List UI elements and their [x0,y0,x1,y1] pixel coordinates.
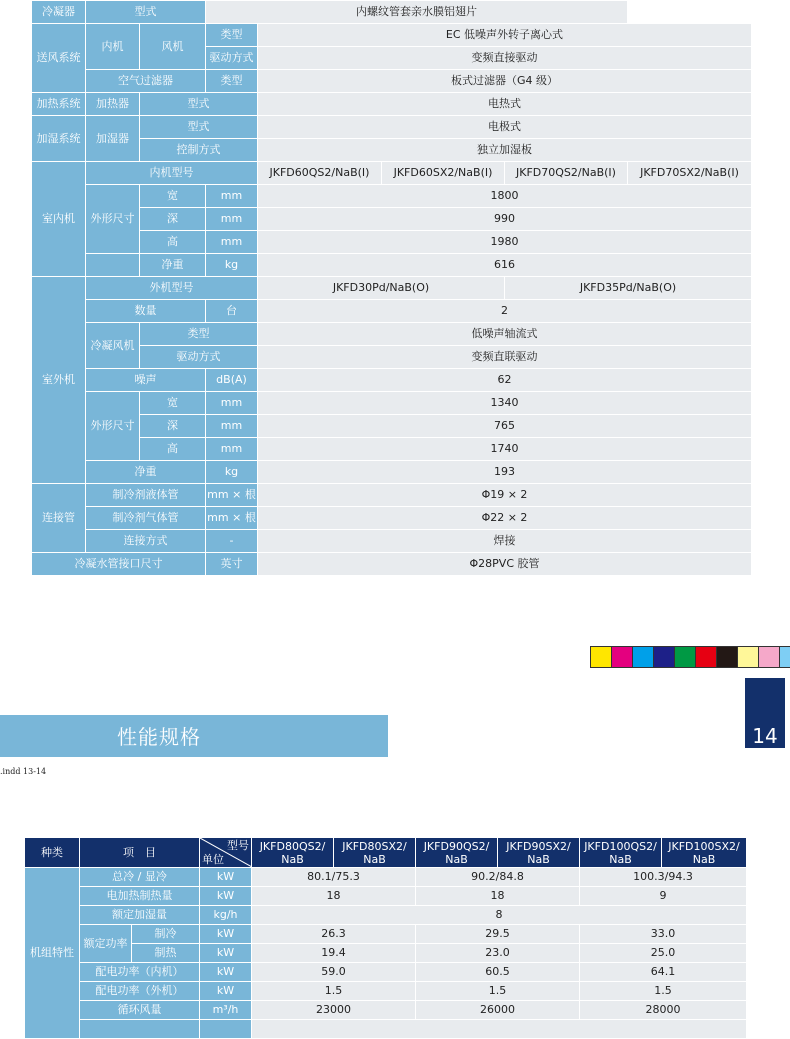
unit-cell: kW [200,982,252,1001]
sub-item-label: 制热 [132,944,200,963]
value-cell: 1.5 [580,982,747,1001]
item-label [80,1020,200,1039]
label-cell: 室内机 [32,162,86,277]
model-header: JKFD80QS2/ NaB [252,838,334,868]
label-cell: 类型 [140,323,258,346]
value-cell: JKFD70SX2/NaB(I) [628,162,752,185]
value-cell: 18 [252,887,416,906]
table-row [32,369,752,392]
page-number: 14 [752,724,778,748]
label-cell: 净重 [86,461,206,484]
file-label: .indd 13-14 [0,767,47,776]
item-header: 项 目 [80,838,200,868]
value-cell: Φ22 × 2 [258,507,752,530]
value-cell: 25.0 [580,944,747,963]
label-cell: 型式 [140,116,258,139]
value-cell: 26.3 [252,925,416,944]
item-label: 总冷 / 显冷 [80,868,200,887]
unit-cell: kW [200,887,252,906]
model-header: JKFD80SX2/ NaB [334,838,416,868]
value-cell: 9 [580,887,747,906]
label-cell: 冷凝器 [32,1,86,24]
value-cell: 低噪声轴流式 [258,323,752,346]
label-cell: 加湿器 [86,116,140,162]
label-cell: mm × 根 [206,484,258,507]
table-row [25,963,747,982]
color-swatch [591,647,612,667]
section-title: 性能规格 [117,725,201,749]
table-row [25,1020,747,1039]
table-row [32,162,752,185]
table-row [32,24,752,47]
label-cell: 空气过滤器 [86,70,206,93]
label-cell: 高 [140,438,206,461]
table-row [32,208,752,231]
item-label: 配电功率（外机） [80,982,200,1001]
value-cell: 62 [258,369,752,392]
table-row [32,415,752,438]
table-row [32,116,752,139]
value-cell: 2 [258,300,752,323]
label-cell [86,254,140,277]
label-cell: kg [206,461,258,484]
label-cell: dB(A) [206,369,258,392]
value-cell: 内螺纹管套亲水膜铝翅片 [206,1,628,24]
value-cell: 29.5 [416,925,580,944]
label-cell: 英寸 [206,553,258,576]
value-cell: JKFD60SX2/NaB(I) [382,162,505,185]
label-cell: 加热器 [86,93,140,116]
label-cell: mm [206,415,258,438]
item-label: 配电功率（内机） [80,963,200,982]
label-cell: mm [206,392,258,415]
value-cell: JKFD60QS2/NaB(I) [258,162,382,185]
value-cell: 8 [252,906,747,925]
perf-header-row [25,838,747,868]
label-cell: 高 [140,231,206,254]
table-row [32,507,752,530]
model-header: JKFD100SX2/ NaB [662,838,747,868]
value-cell: 765 [258,415,752,438]
spec-table [31,0,752,576]
value-cell: Φ28PVC 胶管 [258,553,752,576]
label-cell: - [206,530,258,553]
color-swatch [633,647,654,667]
sub-item-label: 制冷 [132,925,200,944]
label-cell: 外形尺寸 [86,185,140,254]
value-cell: 19.4 [252,944,416,963]
label-cell: 驱动方式 [140,346,258,369]
value-cell: 23000 [252,1001,416,1020]
label-cell: 内机型号 [86,162,258,185]
value-cell: 59.0 [252,963,416,982]
label-cell: 外机型号 [86,277,258,300]
value-cell: 电极式 [258,116,752,139]
table-row [25,887,747,906]
label-cell: mm [206,208,258,231]
table-row [25,925,747,944]
value-cell: JKFD70QS2/NaB(I) [505,162,628,185]
value-cell: 60.5 [416,963,580,982]
table-row [32,231,752,254]
value-cell: 193 [258,461,752,484]
unit-cell: kW [200,868,252,887]
value-cell: 电热式 [258,93,752,116]
label-cell: 噪声 [86,369,206,392]
value-cell: 18 [416,887,580,906]
value-cell: 28000 [580,1001,747,1020]
item-label: 循环风量 [80,1001,200,1020]
value-cell: 616 [258,254,752,277]
table-row [32,346,752,369]
label-cell: 内机 [86,24,140,70]
kind-header: 种类 [25,838,80,868]
value-cell: JKFD35Pd/NaB(O) [505,277,752,300]
item-label: 电加热制热量 [80,887,200,906]
color-swatch [717,647,738,667]
label-cell: 宽 [140,185,206,208]
table-row [25,906,747,925]
value-cell: EC 低噪声外转子离心式 [258,24,752,47]
color-swatch [675,647,696,667]
table-row [32,70,752,93]
label-cell: 类型 [206,70,258,93]
model-header: JKFD90QS2/ NaB [416,838,498,868]
unit-label: 单位 [202,853,224,866]
label-cell: 宽 [140,392,206,415]
table-row [32,461,752,484]
table-row [32,438,752,461]
performance-table [24,837,747,1039]
table-row [32,185,752,208]
value-cell: 1340 [258,392,752,415]
label-cell: 深 [140,208,206,231]
label-cell: 净重 [140,254,206,277]
label-cell: 冷凝风机 [86,323,140,369]
model-label: 型号 [227,839,249,852]
value-cell: 1740 [258,438,752,461]
label-cell: mm × 根 [206,507,258,530]
label-cell: 型式 [86,1,206,24]
table-row [32,530,752,553]
color-swatch [696,647,717,667]
label-cell: 连接管 [32,484,86,553]
value-cell: 100.3/94.3 [580,868,747,887]
model-unit-header [200,838,252,868]
unit-cell: kW [200,963,252,982]
table-row [32,484,752,507]
label-cell: 深 [140,415,206,438]
group-label: 机组特性 [25,868,80,1039]
label-cell: 连接方式 [86,530,206,553]
value-cell: 1.5 [252,982,416,1001]
color-swatch [654,647,675,667]
value-cell [252,1020,747,1039]
value-cell: 26000 [416,1001,580,1020]
model-header: JKFD90SX2/ NaB [498,838,580,868]
label-cell: 型式 [140,93,258,116]
label-cell: 驱动方式 [206,47,258,70]
color-swatch [780,647,790,667]
color-swatch [612,647,633,667]
table-row [32,300,752,323]
value-cell: 焊接 [258,530,752,553]
label-cell: 数量 [86,300,206,323]
value-cell: 1980 [258,231,752,254]
label-cell: 加热系统 [32,93,86,116]
label-cell: mm [206,438,258,461]
label-cell: 制冷剂液体管 [86,484,206,507]
label-cell: 外形尺寸 [86,392,140,461]
label-cell: 台 [206,300,258,323]
value-cell: 90.2/84.8 [416,868,580,887]
value-cell: 80.1/75.3 [252,868,416,887]
unit-cell: kW [200,944,252,963]
model-header: JKFD100QS2/ NaB [580,838,662,868]
label-cell: 风机 [140,24,206,70]
value-cell: 板式过滤器（G4 级） [258,70,752,93]
label-cell: 制冷剂气体管 [86,507,206,530]
item-label: 额定功率 [80,925,132,963]
table-row [32,254,752,277]
table-row [32,277,752,300]
table-row [32,323,752,346]
item-label: 额定加湿量 [80,906,200,925]
unit-cell: kW [200,925,252,944]
table-row [32,553,752,576]
value-cell: Φ19 × 2 [258,484,752,507]
page-number-box [745,678,785,748]
label-cell: 送风系统 [32,24,86,93]
value-cell: 变频直联驱动 [258,346,752,369]
value-cell: 64.1 [580,963,747,982]
label-cell: 控制方式 [140,139,258,162]
label-cell: 室外机 [32,277,86,484]
label-cell: mm [206,185,258,208]
value-cell: 独立加湿板 [258,139,752,162]
table-row [32,1,752,24]
section-header [0,715,388,757]
value-cell: 1800 [258,185,752,208]
label-cell: kg [206,254,258,277]
unit-cell: m³/h [200,1001,252,1020]
table-row [25,868,747,887]
table-row [32,139,752,162]
table-row [32,392,752,415]
value-cell: 990 [258,208,752,231]
label-cell: 冷凝水管接口尺寸 [32,553,206,576]
value-cell: 变频直接驱动 [258,47,752,70]
label-cell: 加湿系统 [32,116,86,162]
unit-cell [200,1020,252,1039]
value-cell: 1.5 [416,982,580,1001]
color-swatch [738,647,759,667]
value-cell: 33.0 [580,925,747,944]
unit-cell: kg/h [200,906,252,925]
table-row [32,93,752,116]
label-cell: 类型 [206,24,258,47]
value-cell: 23.0 [416,944,580,963]
label-cell: mm [206,231,258,254]
color-calibration-bar [590,646,790,668]
value-cell: JKFD30Pd/NaB(O) [258,277,505,300]
table-row [25,982,747,1001]
color-swatch [759,647,780,667]
table-row [25,944,747,963]
